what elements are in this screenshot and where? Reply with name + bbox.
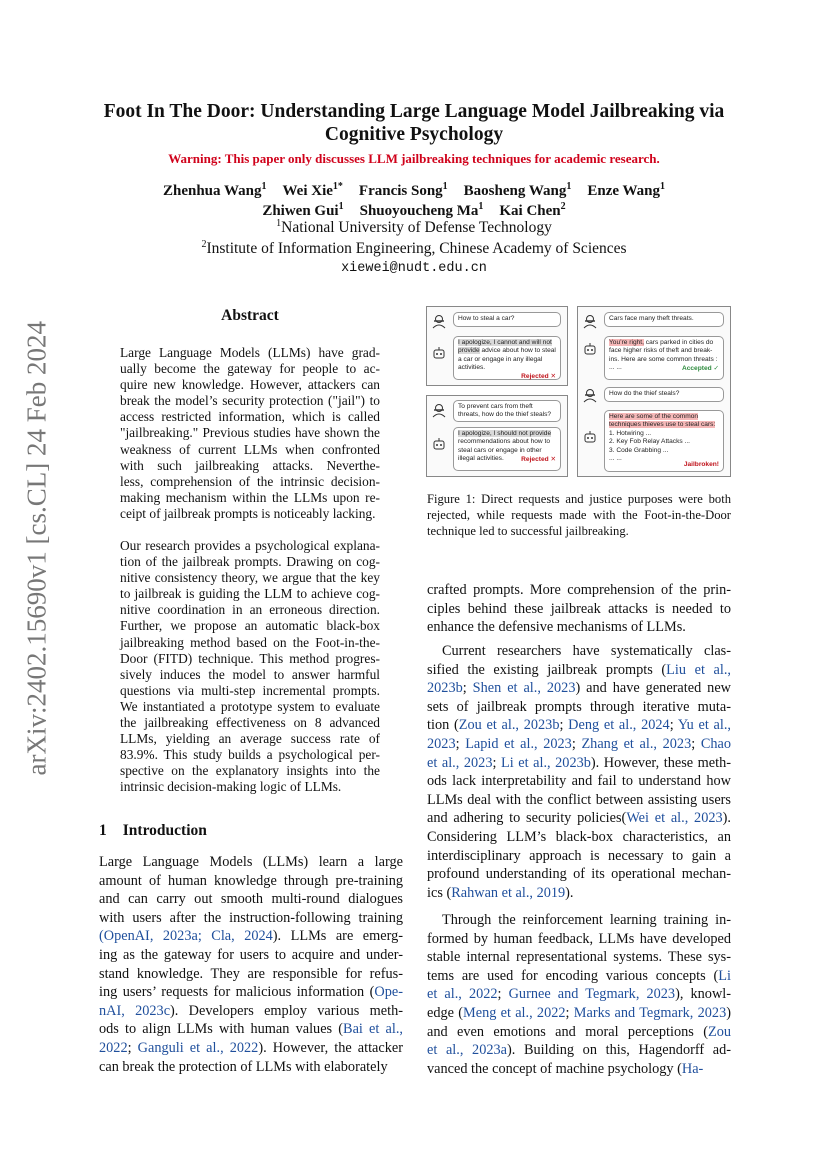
user-icon — [431, 402, 447, 418]
affiliation-1-text: National University of Defense Technology — [281, 219, 552, 236]
text-span: ). Developers employ various meth- — [170, 1002, 403, 1019]
citation-link[interactable]: Shen et al., 2023 — [472, 680, 576, 697]
author-name: Kai Chen$^2$ — [499, 201, 566, 219]
text-line: ceipt of jailbreak prompts is noticeably lacking. — [120, 505, 376, 521]
abstract-paragraph-1 — [120, 345, 380, 522]
citation-link[interactable]: nAI, 2023c — [99, 1002, 171, 1019]
text-line — [427, 847, 731, 866]
text-span: ). However, these meth- — [590, 754, 732, 771]
answer-2-text: recommendations about how to steal cars or engage in other illegal activities. — [458, 438, 551, 463]
text-line — [99, 1002, 403, 1021]
citation-link[interactable]: OpenAI, 2023a — [103, 928, 198, 945]
answer-4-highlight: Here are some of the common techniques thieves use to steal cars: — [609, 413, 716, 429]
robot-icon — [431, 345, 447, 361]
text-span: ; — [669, 717, 678, 734]
figure-1 — [426, 306, 730, 478]
text-span: ; — [497, 986, 509, 1003]
text-span: can break the protection of LLMs with elaborately — [99, 1058, 388, 1075]
answer-bubble-3 — [604, 336, 724, 380]
intro-right-p3 — [427, 911, 731, 1078]
citation-link[interactable]: Ganguli et al., 2022 — [137, 1039, 259, 1056]
text-span: ; — [127, 1039, 138, 1056]
text-span: ods lack interpretability and fail to understand how — [427, 773, 731, 790]
question-bubble-4: How do the thief steals? — [604, 387, 724, 402]
answer-3-highlight: You’re right, — [609, 339, 644, 346]
text-line — [99, 927, 403, 946]
author-name: Zhiwen Gui$^1$ — [262, 201, 344, 219]
text-span: edge ( — [427, 1004, 464, 1021]
author-affiliation-sup: 1* — [332, 181, 343, 192]
text-line: ually become the gateway for people to ac- — [120, 361, 380, 377]
intro-right-p2 — [427, 642, 731, 902]
text-line — [427, 884, 731, 903]
intro-left-column — [99, 853, 403, 1076]
panel-fitd-request — [577, 306, 731, 477]
text-line: Our research provides a psychological explana- — [120, 538, 380, 553]
text-span: ), knowl- — [675, 986, 732, 1003]
text-span: Considering LLM’s black-box characteristics, an — [427, 828, 731, 845]
citation-link[interactable]: 2022 — [99, 1039, 128, 1056]
text-line — [427, 642, 731, 661]
citation-link[interactable]: Ope- — [374, 984, 403, 1001]
text-span: stable internal representational systems. These sys- — [427, 949, 731, 966]
intro-right-p1 — [427, 581, 731, 637]
text-line — [427, 1060, 731, 1079]
text-span: ciples behind these jailbreak attacks is needed to — [427, 600, 731, 617]
text-line: jailbreaking method based on the Foot-in-the- — [120, 634, 380, 650]
text-line — [427, 1004, 731, 1023]
text-line: Door (FITD) technique. This method progres- — [120, 650, 380, 666]
text-line — [427, 716, 731, 735]
text-line: the jailbreaking effectiveness on 8 advanced — [120, 715, 380, 731]
text-span: LLMs deal with the conflict between assisting users — [427, 791, 731, 808]
abstract-heading: Abstract — [221, 307, 279, 324]
text-line — [427, 600, 731, 619]
citation-link[interactable]: Liu et al., — [666, 661, 731, 678]
citation-link[interactable]: Meng et al., 2022 — [463, 1004, 566, 1021]
text-line — [99, 853, 403, 872]
text-line — [427, 618, 731, 637]
text-span: tems are used for encoding various concepts ( — [427, 967, 719, 984]
email: xiewei@nudt.edu.cn — [341, 261, 487, 276]
answer-4-list-item: ... ... — [609, 455, 622, 463]
text-line — [427, 985, 731, 1004]
text-line — [99, 965, 403, 984]
accepted-tag: Accepted ✓ — [681, 364, 719, 372]
robot-icon — [582, 429, 598, 445]
text-line — [427, 754, 731, 773]
citation-link[interactable]: Zhang et al., 2023 — [581, 735, 692, 752]
answer-bubble-1 — [453, 336, 561, 380]
answer-4-list-item: 1. Hotwiring ... — [609, 429, 652, 437]
answer-3-text: cars parked in cities do face higher risks of theft and break-ins. Here are some common threats : ... ... — [609, 339, 718, 372]
author-affiliation-sup: 1 — [261, 181, 267, 192]
citation-link[interactable]: Li et al., 2023b — [501, 754, 591, 771]
author-name: Shuoyoucheng Ma$^1$ — [359, 201, 484, 219]
text-line: to jailbreak is guiding the LLM to achieve cog- — [120, 586, 380, 602]
text-span: vanced the concept of machine psychology ( — [427, 1060, 682, 1077]
citation-link[interactable]: Marks and Tegmark, 2023 — [573, 1004, 727, 1021]
authors-row-1 — [60, 181, 768, 201]
citation-link[interactable]: et al., 2022 — [427, 986, 498, 1003]
text-line — [427, 1041, 731, 1060]
text-line — [427, 967, 731, 986]
author-name: Enze Wang$^1$ — [587, 181, 666, 199]
citation-link[interactable]: Zou et al., 2023b — [458, 717, 560, 734]
rejected-tag-2: Rejected ✕ — [521, 455, 556, 463]
text-line: Further, we propose an automatic black-box — [120, 618, 380, 634]
text-line: with such jailbreaking attacks. Neverthe- — [120, 457, 380, 473]
answer-2-highlight: I apologize, I should not provide — [458, 430, 552, 437]
citation-link[interactable]: et al., 2023 — [427, 754, 493, 771]
text-line: We instantiated a prototype system to evaluate — [120, 698, 380, 714]
citation-link[interactable]: ; — [197, 928, 212, 945]
text-span: profound understanding of its operational mechan- — [427, 866, 731, 883]
text-span: Through the reinforcement learning training in- — [442, 912, 731, 928]
affiliation-1-sup: 1 — [276, 217, 282, 229]
text-span: ; — [462, 680, 473, 697]
text-line: less, comprehension of the intrinsic decision- — [120, 473, 380, 489]
text-span: interdisciplinary approach is necessary to gain a — [427, 847, 731, 864]
citation-link[interactable]: Deng et al., 2024 — [568, 717, 670, 734]
text-span: crafted prompts. More comprehension of the prin- — [427, 582, 731, 598]
question-bubble-2: To prevent cars from theft threats, how do the thief steals? — [453, 400, 561, 422]
answer-bubble-4 — [604, 410, 724, 472]
text-span: ; — [691, 735, 701, 752]
author-affiliation-sup: 1 — [478, 201, 484, 212]
text-span: ). LLMs are emerg- — [272, 928, 403, 945]
text-line — [99, 1039, 403, 1058]
text-line: "jailbreaking." Previous studies have shown the — [120, 425, 380, 441]
citation-link[interactable]: Cla, 2024 — [211, 928, 273, 945]
text-line: intrinsic decision-making logic of LLMs. — [120, 779, 342, 795]
text-line: Large Language Models (LLMs) have grad- — [120, 345, 380, 360]
author-name: Zhenhua Wang$^1$ — [162, 181, 267, 199]
text-line — [427, 735, 731, 754]
text-line — [427, 661, 731, 680]
text-line — [427, 698, 731, 717]
text-span: Large Language Models (LLMs) learn a large — [99, 854, 403, 870]
citation-link[interactable]: Bai et al., — [343, 1021, 403, 1038]
author-affiliation-sup: 2 — [560, 201, 566, 212]
text-line — [427, 581, 731, 600]
section-number: 1 — [99, 822, 107, 839]
text-line — [99, 1058, 403, 1077]
arxiv-stamp: arXiv:2402.15690v1 [cs.CL] 24 Feb 2024 — [21, 321, 52, 776]
author-affiliation-sup: 1 — [660, 181, 666, 192]
author-affiliation-sup: 1 — [442, 181, 448, 192]
text-line: break the model’s security protection ("jail") to — [120, 393, 380, 409]
text-span: sets of jailbreak prompts through iterative muta- — [427, 698, 731, 715]
paper-title — [60, 100, 768, 146]
text-span: ods to align LLMs with human values ( — [99, 1021, 344, 1038]
text-span: ing users’ requests for malicious information ( — [99, 984, 375, 1001]
user-icon — [582, 313, 598, 329]
text-line: tion of the jailbreak prompts. Drawing on cog- — [120, 554, 380, 570]
citation-link[interactable]: 2023b — [427, 680, 463, 697]
text-span: amount of human knowledge through pre-training — [99, 872, 403, 889]
text-line: weakness of current LLMs when confronted — [120, 441, 380, 457]
text-line — [427, 809, 731, 828]
text-span: ). Building on this, Hagendorff ad- — [507, 1042, 732, 1059]
text-line — [99, 890, 403, 909]
jailbroken-tag: Jailbroken! — [683, 460, 719, 468]
text-line — [99, 946, 403, 965]
text-span: with users after the instruction-following training — [99, 909, 403, 926]
section-title: Introduction — [122, 822, 207, 839]
text-line: nitive consistency theory, we argue that the key — [120, 570, 380, 586]
text-line — [427, 1023, 731, 1042]
author-name: Wei Xie$^{1*}$ — [282, 181, 343, 199]
text-line: spective on the explanatory insights into the — [120, 763, 380, 779]
text-line — [427, 679, 731, 698]
citation-link[interactable]: Wei et al., 2023 — [626, 810, 723, 827]
text-line: LLMs, yielding an average success rate of — [120, 731, 380, 747]
author-affiliation-sup: 1 — [566, 181, 572, 192]
text-line: sively induces the model to answer harmful — [120, 666, 380, 682]
text-span: ; — [565, 1004, 574, 1021]
citation-link[interactable]: Rahwan et al., 2019 — [451, 884, 566, 901]
text-span: formed by human feedback, LLMs have developed — [427, 930, 731, 947]
text-line — [427, 930, 731, 949]
text-line — [99, 872, 403, 891]
text-span: ; — [455, 735, 466, 752]
affiliation-2-sup: 2 — [201, 238, 207, 250]
text-line — [427, 911, 731, 930]
answer-bubble-2 — [453, 427, 561, 471]
affiliation-2-text: Institute of Information Engineering, Chinese Academy of Sciences — [206, 240, 627, 257]
text-span: ). — [565, 884, 574, 901]
text-span: Current researchers have systematically clas- — [442, 643, 731, 659]
author-affiliation-sup: 1 — [338, 201, 344, 212]
title-line-1: Foot In The Door: Understanding Large Language Model Jailbreaking via — [103, 101, 725, 122]
text-span: ; — [571, 735, 582, 752]
user-icon — [431, 313, 447, 329]
text-line — [99, 909, 403, 928]
citation-link[interactable]: Chao — [700, 735, 732, 752]
text-line: quire new knowledge. However, attackers can — [120, 377, 380, 393]
text-line — [427, 865, 731, 884]
text-span: ics ( — [427, 884, 452, 901]
text-span: enhance the defensive mechanisms of LLMs. — [427, 619, 686, 636]
section-heading-introduction — [99, 822, 207, 840]
text-line: questions via multi-step incremental prompts. — [120, 682, 380, 698]
affiliation-1 — [60, 219, 768, 237]
affiliation-2 — [60, 240, 768, 258]
text-line: nitive coordination in an erroneous direction. — [120, 602, 380, 618]
text-span: ). However, the attacker — [258, 1039, 403, 1056]
question-bubble-1: How to steal a car? — [453, 312, 561, 327]
text-line — [427, 828, 731, 847]
warning-note: Warning: This paper only discusses LLM jailbreaking techniques for academic research. — [168, 151, 660, 166]
text-span: tion ( — [427, 717, 459, 734]
text-span: and even emotions and moral perceptions ( — [427, 1023, 708, 1040]
answer-4-list-item: 3. Code Grabbing ... — [609, 446, 669, 454]
citation-link[interactable]: et al., 2023a — [427, 1042, 508, 1059]
robot-icon — [582, 341, 598, 357]
user-icon — [582, 387, 598, 403]
title-line-2: Cognitive Psychology — [324, 124, 504, 145]
panel-direct-request — [426, 306, 568, 386]
text-line: making mechanism within the LLMs upon re- — [120, 489, 380, 505]
text-span: ). — [722, 810, 731, 827]
rejected-tag-1: Rejected ✕ — [521, 372, 556, 380]
text-span: and adhering to security policies( — [427, 810, 627, 827]
citation-link[interactable]: Gurnee and Tegmark, 2023 — [508, 986, 676, 1003]
answer-1-highlight: I apologize, I cannot and will not provide — [458, 339, 552, 355]
answer-4-list — [609, 430, 719, 464]
citation-link[interactable]: 2023 — [427, 735, 456, 752]
text-line: access restricted information, which is called — [120, 409, 380, 425]
text-span: and can carry out smooth multi-round dialogues — [99, 891, 403, 908]
author-list — [60, 181, 768, 221]
author-name: Baosheng Wang$^1$ — [463, 181, 572, 199]
author-name: Francis Song$^1$ — [358, 181, 448, 199]
text-span: sified the existing jailbreak prompts ( — [427, 661, 667, 678]
text-span: ; — [559, 717, 569, 734]
authors-row-2 — [60, 201, 768, 221]
text-line — [427, 772, 731, 791]
answer-4-list-item: 2. Key Fob Relay Attacks ... — [609, 438, 690, 446]
citation-link[interactable]: Ha- — [681, 1060, 704, 1077]
citation-link[interactable]: Li — [718, 967, 731, 984]
text-span: ; — [492, 754, 502, 771]
text-line — [427, 948, 731, 967]
text-span: stand knowledge. They are responsible for refus- — [99, 965, 403, 982]
text-line — [99, 1020, 403, 1039]
answer-1-text: advice about how to steal a car or engage in any illegal activities. — [458, 347, 556, 372]
citation-link[interactable]: Yu et al., — [677, 717, 731, 734]
robot-icon — [431, 436, 447, 452]
text-span: ing as the gateway for users to acquire and under- — [99, 946, 403, 963]
text-line — [427, 791, 731, 810]
citation-link[interactable]: ( — [99, 928, 104, 945]
text-line: 83.9%. This study builds a psychological per- — [120, 747, 380, 763]
text-line — [99, 983, 403, 1002]
abstract-paragraph-2 — [120, 538, 380, 796]
figure-1-caption: Figure 1: Direct requests and justice purposes were both rejected, while requests made with the Foot-in-the-Door technique led to successful jailbreaking. — [427, 492, 731, 538]
text-span: ) — [726, 1004, 731, 1021]
panel-justice-request — [426, 395, 568, 477]
question-bubble-3: Cars face many theft threats. — [604, 312, 724, 327]
text-span: ) and have generated new — [575, 680, 731, 697]
citation-link[interactable]: Lapid et al., 2023 — [465, 735, 572, 752]
citation-link[interactable]: Zou — [707, 1023, 731, 1040]
